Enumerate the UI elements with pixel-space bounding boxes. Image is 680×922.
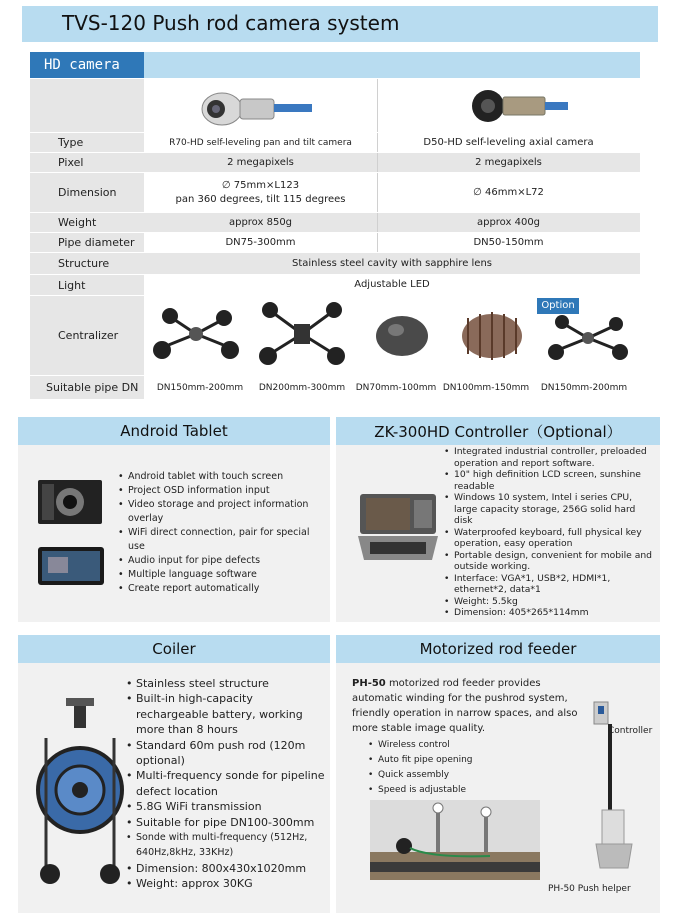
pipe-dn-value: DN150mm-200mm <box>156 383 244 393</box>
pipe-dn-value: DN200mm-300mm <box>258 383 346 393</box>
centralizer-brush-image <box>452 298 532 374</box>
tablet-screen-image <box>38 480 102 524</box>
cell-value: approx 400g <box>476 216 541 228</box>
row-label: Pipe diameter <box>30 233 144 252</box>
centralizer-ball-image <box>362 298 442 374</box>
spec-row-dimension <box>30 173 640 213</box>
title-bar <box>22 6 658 42</box>
pipe-dn-value: DN100mm-150mm <box>442 383 530 393</box>
list-item: • Android tablet with touch screen <box>118 470 323 484</box>
list-item: • Windows 10 system, Intel i series CPU, large capacity storage, 256G solid hard disk <box>444 492 656 527</box>
list-item: • Stainless steel structure <box>126 676 328 691</box>
list-item: • Dimension: 800x430x1020mm <box>126 861 328 876</box>
spec-row-pipe-diameter <box>30 233 640 253</box>
r70-camera-image <box>196 87 312 127</box>
push-helper-caption: PH-50 Push helper <box>548 884 631 894</box>
list-item: • WiFi direct connection, pair for special use <box>118 526 323 554</box>
row-label: Pixel <box>30 153 144 172</box>
coiler-title: Coiler <box>18 635 330 663</box>
row-label: Structure <box>30 253 144 274</box>
cell-value: ∅ 46mm×L72 <box>377 173 640 212</box>
controller-device-image <box>358 492 438 562</box>
feeder-scene-image <box>370 800 540 880</box>
list-item: • Dimension: 405*265*114mm <box>444 607 656 619</box>
centralizer-wheels-image <box>544 298 632 374</box>
list-item: • Standard 60m push rod (120m optional) <box>126 738 328 769</box>
spec-row-weight <box>30 213 640 233</box>
controller-feature-list <box>444 446 656 619</box>
cell-value: ∅ 75mm×L123 pan 360 degrees, tilt 115 degrees <box>144 173 377 212</box>
d50-camera-image <box>470 89 568 123</box>
row-label: Dimension <box>30 173 144 212</box>
list-item: • Quick assembly <box>368 768 548 783</box>
list-item: • Weight: approx 30KG <box>126 876 328 891</box>
list-item: • Sonde with multi-frequency (512Hz, 640Hz,8kHz, 33KHz) <box>126 830 328 861</box>
row-label: Type <box>30 133 144 152</box>
tablet-device-image <box>38 547 104 585</box>
cell-value: Stainless steel cavity with sapphire lens <box>291 257 493 269</box>
row-label: Weight <box>30 213 144 232</box>
tablet-feature-list <box>118 470 323 596</box>
cell-value: R70-HD self-leveling pan and tilt camera <box>144 133 377 152</box>
controller-title: ZK-300HD Controller（Optional） <box>336 417 660 445</box>
list-item: • 5.8G WiFi transmission <box>126 799 328 814</box>
list-item: • Interface: VGA*1, USB*2, HDMI*1, ethernet*2, data*1 <box>444 573 656 596</box>
spec-row-structure <box>30 253 640 275</box>
feeder-description: PH-50 motorized rod feeder provides automatic winding for the pushrod system, friendly operation in narrow spaces, and also more stable image quality. <box>352 678 578 734</box>
pipe-dn-value: DN70mm-100mm <box>355 383 437 393</box>
list-item: • Suitable for pipe DN100-300mm <box>126 815 328 830</box>
list-item: • 10" high definition LCD screen, sunshine readable <box>444 469 656 492</box>
coiler-feature-list <box>126 676 328 892</box>
page-title: TVS-120 Push rod camera system <box>62 11 400 35</box>
spec-header <box>30 52 640 78</box>
list-item: • Wireless control <box>368 738 548 753</box>
cell-value: DN75-300mm <box>144 233 377 252</box>
list-item: • Project OSD information input <box>118 484 323 498</box>
feeder-feature-list <box>368 738 548 798</box>
cell-value: 2 megapixels <box>227 156 294 168</box>
spec-header-label: HD camera <box>30 52 144 78</box>
cell-value: 2 megapixels <box>475 156 542 168</box>
list-item: • Audio input for pipe defects <box>118 554 323 568</box>
list-item: • Auto fit pipe opening <box>368 753 548 768</box>
spec-row-light <box>30 275 640 296</box>
list-item: • Built-in high-capacity rechargeable battery, working more than 8 hours <box>126 691 328 737</box>
camera-image-row <box>30 79 640 133</box>
list-item: • Speed is adjustable <box>368 783 548 798</box>
feeder-title: Motorized rod feeder <box>336 635 660 663</box>
centralizer-wheels-image <box>148 298 244 374</box>
cell-value: approx 850g <box>228 216 293 228</box>
list-item: • Create report automatically <box>118 582 323 596</box>
list-item: • Video storage and project information overlay <box>118 498 323 526</box>
row-label: Light <box>30 275 144 295</box>
tablet-title: Android Tablet <box>18 417 330 445</box>
spec-row-type <box>30 133 640 153</box>
cell-value: DN50-150mm <box>377 233 640 252</box>
cell-value: Adjustable LED <box>354 279 430 290</box>
coiler-image <box>36 698 126 888</box>
list-item: • Waterproofed keyboard, full physical key operation, easy operation <box>444 527 656 550</box>
list-item: • Multi-frequency sonde for pipeline defect location <box>126 768 328 799</box>
option-tag: Option <box>537 298 579 314</box>
centralizer-wheels-image <box>254 298 350 374</box>
list-item: • Multiple language software <box>118 568 323 582</box>
controller-callout: Controller <box>608 726 653 736</box>
list-item: • Portable design, convenient for mobile and outside working. <box>444 550 656 573</box>
list-item: • Integrated industrial controller, preloaded operation and report software. <box>444 446 656 469</box>
row-label: Centralizer <box>30 296 144 375</box>
row-label: Suitable pipe DN <box>30 376 144 399</box>
spec-row-pixel <box>30 153 640 173</box>
list-item: • Weight: 5.5kg <box>444 596 656 608</box>
cell-value: D50-HD self-leveling axial camera <box>377 133 640 152</box>
pipe-dn-value: DN150mm-200mm <box>540 383 628 393</box>
